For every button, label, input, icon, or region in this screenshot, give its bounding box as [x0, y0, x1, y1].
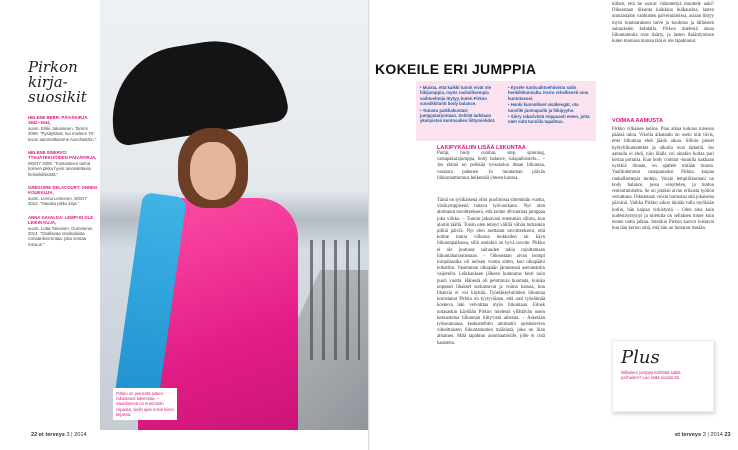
book-quote: ANNA GAVALDA: LEMPI EI OLE LEIKIN KUJA, suom. Lotta Toivanen, Gummerus 2014. "Osallavaa ranskalaista romaanikerrontaa, joka vetoaa minuun." [28, 214, 94, 247]
body-text-col2b: Pirkko vilkaisee kelloa. Pian alkaa kokous toisessa päässä taloa. Vikolla aikataulu on usein niin tiivis, ettei liikuntaa ehdi jäädä aikaa. Silloin pienet hyötyliikuntaretket ja ulkoilu ovat tärkeitä. Jos aamulla ei ehdi, niin illalla voi ainakin hoitaa pari kertaa portaita. Kun body combat -tunnilla hakkaan nyrkkiä ilmaan, en ajattele mitään muuta. Vaalitulemmat vastapainoksi Pirkko kaipaa rauhallisempia tunteja. Voisin lempiliikuntani on body balance, jossa venyttelen, ja tuntuu rentoutumiselta. Se on jotakin aivan erilaista työhön verrattuna. Oikeastaan voisin harrastaa sitä jokaisena päivänä. Vaikka Pirkko aikoo tänään tulla myöhään kotiin, hän kaipaa virkistystä. – Olen aina kuin uudestisyntynyt ja mieluita on sellainen tunne kuin ennen uutta jalkaa. Jotenkin Pirkon kasvot loistavat kun hän kertoo siitä, että hän on hoitanut itseään. [612, 127, 714, 232]
face [190, 142, 236, 200]
plus-title: Plus [621, 347, 660, 368]
book-quote: HELENE SINERVO: TYHJÄTEKIJÖIDEN PÄIVÄKIRJA, WSOY 2009. "Fantastinen tarina kolmen pikku hyvin tunnistettavia helsinkiläisistä." [28, 150, 97, 177]
subheading-1: LAKIPYKÄLIIN LISÄÄ LIIKUNTAA [437, 145, 526, 151]
woman-figure [122, 128, 304, 430]
portrait-photo [100, 0, 368, 430]
folio-left: 22 et terveys 3 | 2014 [31, 432, 87, 438]
section-heading: KOKEILE ERI JUMPPIA [375, 61, 537, 77]
folio-right: et terveys 3 | 2014 23 [675, 432, 731, 438]
plus-text: Millainen jumppa kehittää salliä parhaiten? Lue lisää sivulta 82. [621, 370, 681, 381]
body-text-col1a: Pump, body combat, step, spinning, vatsapakarajumppa, body balance, sulapalloistelu... – Jos elämä on pelkkää työssäoloa ilman liikuntaa, vaarasta pahenee. Jo muutaman päivän liikkumattomuus heikentää yhteen kuntoa. [437, 151, 545, 181]
pier-posts [310, 240, 360, 360]
body-text-col2a: niihen, että he saavat väänmettyä muuttele auki? Oikeastaan liikunta kaikkina ikäkausina, lasten unmaistalon vanhusten palvelutaloissa, asiaan liittyy myös kuntoutuksen tarve ja koulutus ja tällaisten sairauksien kohdalla. Pirkon mielestä ainoa liikuntatuntia ovat lisätty, ja lasten lisääntymisen kuten monissa maissa tätä ei ole tapahtunut. [612, 2, 714, 45]
book-favorites-column [28, 60, 98, 255]
book-quote: HELENE BERR: PÄIVÄKIRJA 1942–1944, suom. Erkki Jukarainen, Tammi 2009. "Pysäyttävä, tuo mieleen 70-luvun automatkamme Auschwitziin." [28, 115, 97, 142]
plus-box [612, 340, 714, 412]
tips-box [416, 81, 596, 141]
book-favorites-title: Pirkon kirja- suosikit [28, 58, 87, 106]
body-text-col1b: Tämä on työikäisenä ollut puolitoista sittemmän vuotta, viisikymppisenä taitava työvuoikana. Nyt olen aloittanut tavoitteekseni, että kolme 40-tuntista jumppaa joka viikko. – Tunnin jaksavani enemmän silloin, kun aloitin täällä. Toisin olen tehnyt välillä vähän turhankin pitkiä päiviä. Nyt olen asettanut tavoitteekseni, että kolme tuntia viikossa lenkkeilen tai käyn liikuntapaikassa, sillä useinkin on hyvä tavoite. Pirkko ei ole joutunut sairauden takia rajoittamaan liikuntaharrastustaan. – Oikeastaan aivan isompi toiopilasaika oli nelisen vuotta sitten, kun olkapääni leikattiin. Vasemman olkapään jännesessä asenneattiin vaijerella. Leikkauksen jälkeen kuntoutus kesti noin puoli vuotta. Hänestä oli pelottavaa huomata, kuinka nopeasti lihakset surkastuvat ja voima katoaa, kun lihaksia ei voi käyttää. Työeläkeyhtiöiden liikuntaa korostanut Pirkko on tyytyväinen, että uusi työelämää koskeva laki velvoittaa myös liikuntaan. Edusk untasaskin käydään Pirkon mielestä yllättävän usein keskustelua liikunnan liittyvistä aiheista. – Asketään työsuunnassa keskustelhtin ammattin opiskelevien vitkeittaisten liikuntatuntien määrästä, joka on liian alhainen. Mitä tapahtuu automaattisille, jolle ei riitä haasteita. [437, 198, 545, 346]
tips-column-1: • Muista, että kaikki tunnit eivät ole hikijumppia, myös rauhallisempia vaihtoehtoja löytyy, kuten Pirkon suosikkitunti body balance. • Tutustu paikkakuntasi jumppatarjontaan. Selvitä tarkkaan yksityisten kuntosalien liittymiehdot. [420, 85, 504, 125]
tips-column-2: • Kysele tuntivaihtoehdoista salin henkilökunnalta. Kerro rehellisesti oma kuntotasosi. • Hanki kunnolliset sisäkengät, ota tunnille juomapullo ja hikipyyhe. • Siirry takarivistä reippaasti eteen, jotta näet mitä tunnilla tapahtuu. [508, 85, 592, 126]
book-quote: GRÉGOIRE DELACOURT: ONNEN KOUKKUJA, suom. Leena Leinonen, WSOY 2012. "Hauska pikku kirja." [28, 185, 97, 207]
photo-caption: Pirkko on pienestä pitäen rakastanut lukemista. – Sadekeinnä on enemmän vapaata, vielin ajan ensin kiinni kirjassa. [113, 388, 177, 420]
page-gutter [368, 0, 370, 450]
subheading-2: VOIMAA AAMUSTA [612, 118, 664, 124]
